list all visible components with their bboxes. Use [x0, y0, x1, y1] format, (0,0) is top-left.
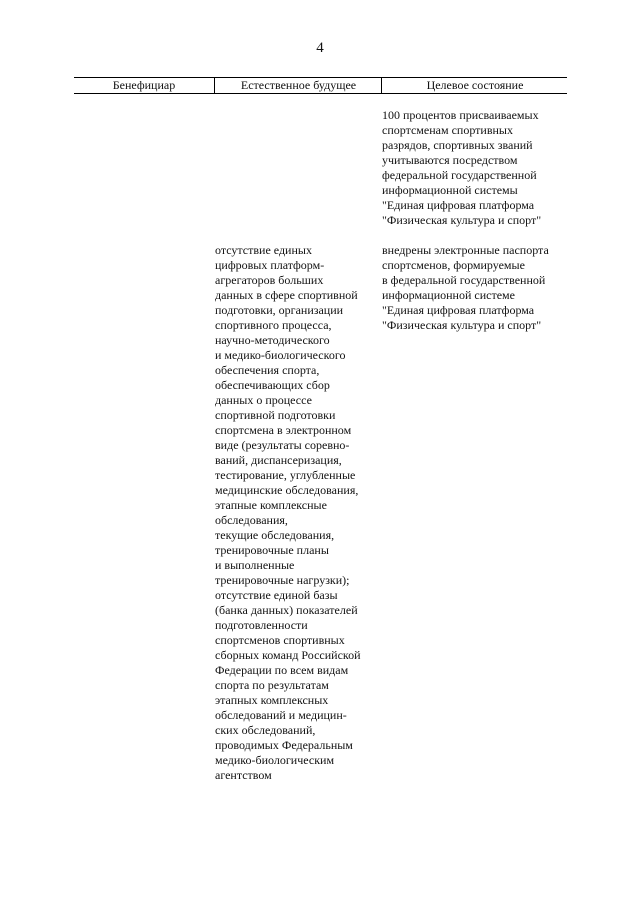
text-line: отсутствие единых — [215, 243, 312, 257]
text-line: цифровых платформ- — [215, 258, 325, 272]
header-natural-future: Естественное будущее — [214, 78, 382, 93]
text-line: спортсменов спортивных — [215, 633, 345, 647]
text-line: виде (результаты соревно- — [215, 438, 350, 452]
text-line: спортивного процесса, — [215, 318, 332, 332]
text-line: этапных комплексных — [215, 693, 329, 707]
text-line: "Единая цифровая платформа — [382, 303, 535, 317]
header-beneficiary: Бенефициар — [112, 78, 176, 92]
text-line: проводимых Федеральным — [215, 738, 353, 752]
text-line: данных в сфере спортивной — [215, 288, 358, 302]
text-line: информационной системе — [382, 288, 515, 302]
text-line: отсутствие единой базы — [215, 588, 338, 602]
text-line: и медико-биологического — [215, 348, 346, 362]
text-line: и выполненные — [215, 558, 295, 572]
text-line: обследования, — [215, 513, 288, 527]
text-line: ских обследований, — [215, 723, 316, 737]
text-line: спортсмена в электронном — [215, 423, 352, 437]
row2-target-state — [382, 243, 549, 333]
text-line: спортсменам спортивных — [382, 123, 513, 137]
text-line: сборных команд Российской — [215, 648, 361, 662]
text-line: медицинские обследования, — [215, 483, 359, 497]
page-number: 4 — [316, 40, 324, 56]
text-line: обеспечения спорта, — [215, 363, 320, 377]
table-header — [74, 77, 567, 94]
text-line: агентством — [215, 768, 272, 782]
text-line: обеспечивающих сбор — [215, 378, 330, 392]
text-line: федеральной государственной — [382, 168, 537, 182]
text-line: текущие обследования, — [215, 528, 335, 542]
text-line: спортивной подготовки — [215, 408, 336, 422]
header-target-state: Целевое состояние — [381, 78, 568, 93]
row2-natural-future — [215, 243, 361, 783]
text-line: "Физическая культура и спорт" — [382, 213, 542, 227]
text-line: данных о процессе — [215, 393, 312, 407]
text-line: в федеральной государственной — [382, 273, 546, 287]
text-line: (банка данных) показателей — [215, 603, 358, 617]
text-line: спорта по результатам — [215, 678, 329, 692]
text-line: тренировочные планы — [215, 543, 329, 557]
text-line: этапные комплексные — [215, 498, 327, 512]
text-line: информационной системы — [382, 183, 518, 197]
text-line: тестирование, углубленные — [215, 468, 356, 482]
text-line: разрядов, спортивных званий — [382, 138, 533, 152]
row1-target-state — [382, 108, 541, 228]
text-line: учитываются посредством — [382, 153, 518, 167]
text-line: "Физическая культура и спорт" — [382, 318, 542, 332]
text-line: внедрены электронные паспорта — [382, 243, 549, 257]
text-line: Федерации по всем видам — [215, 663, 349, 677]
text-line: медико-биологическим — [215, 753, 335, 767]
text-line: агрегаторов больших — [215, 273, 324, 287]
text-line: 100 процентов присваиваемых — [382, 108, 539, 122]
text-line: ваний, диспансеризация, — [215, 453, 342, 467]
text-line: обследований и медицин- — [215, 708, 347, 722]
text-line: подготовки, организации — [215, 303, 344, 317]
text-line: тренировочные нагрузки); — [215, 573, 350, 587]
text-line: спортсменов, формируемые — [382, 258, 525, 272]
text-line: научно-методического — [215, 333, 330, 347]
text-line: подготовленности — [215, 618, 308, 632]
text-line: "Единая цифровая платформа — [382, 198, 535, 212]
